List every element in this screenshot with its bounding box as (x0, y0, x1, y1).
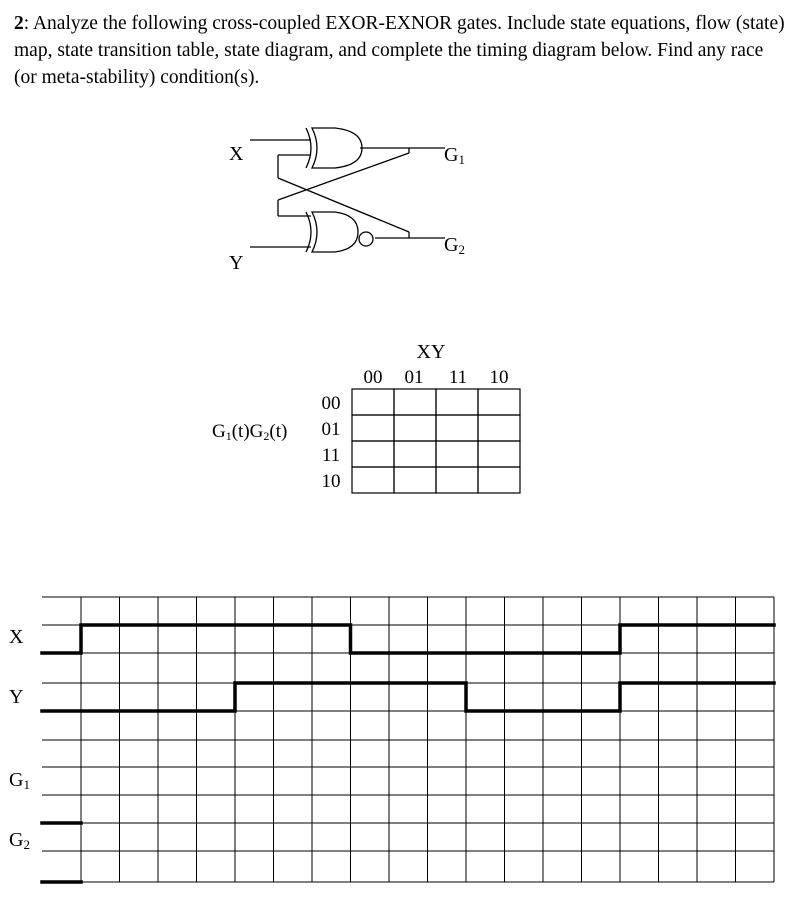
question-number: 2 (14, 13, 24, 34)
kmap-row-variable: G1(t)G2(t) (212, 421, 288, 443)
kmap-column-label: 11 (448, 367, 468, 388)
signal-label-g1: G1 (9, 769, 30, 792)
question-body: : Analyze the following cross-coupled EXOR-EXNOR gates. Include state equations, flow (state) map, state transition table, state diagram, and complete the timing diagram below. Find any race (or meta-stability) condition(s). (14, 13, 785, 88)
kmap-row-label: 00 (321, 393, 341, 414)
kmap-column-label: 10 (489, 367, 509, 388)
kmap-column-variable: XY (416, 341, 446, 363)
signal-label-y: Y (9, 686, 24, 708)
signal-label-x: X (9, 626, 24, 648)
input-y-label: Y (229, 252, 244, 274)
kmap-column-label: 00 (363, 367, 383, 388)
kmap-row-label: 10 (321, 471, 341, 492)
signal-label-g2: G2 (9, 829, 30, 852)
waveform-y (42, 683, 774, 711)
input-x-label: X (229, 143, 244, 165)
output-g1-label: G1 (444, 144, 465, 167)
kmap-column-label: 01 (404, 367, 424, 388)
waveform-x (42, 625, 774, 653)
kmap-row-label: 11 (321, 445, 341, 466)
kmap-row-label: 01 (321, 419, 341, 440)
output-g2-label: G2 (444, 234, 465, 257)
